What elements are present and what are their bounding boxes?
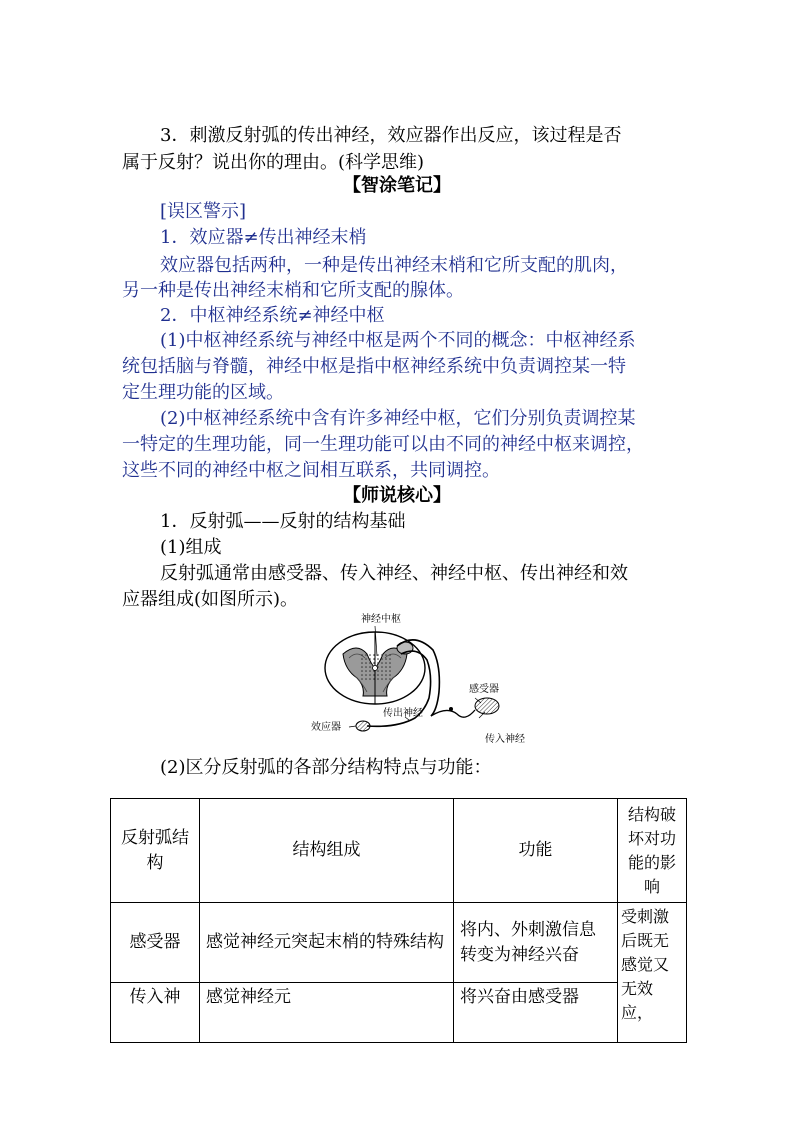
core-sub-1: (1)组成 bbox=[160, 537, 222, 558]
item2-p2-line-3: 这些不同的神经中枢之间相互联系，共同调控。 bbox=[122, 460, 500, 481]
warning-label: [误区警示] bbox=[160, 201, 247, 222]
cell-afferent-composition: 感觉神经元 bbox=[200, 983, 454, 1043]
label-nerve-center: 神经中枢 bbox=[361, 614, 401, 625]
question-line-2: 属于反射？说出你的理由。(科学思维) bbox=[122, 152, 425, 173]
core-text-line-2: 应器组成(如图所示)。 bbox=[122, 589, 299, 610]
cell-receptor-composition: 感觉神经元突起末梢的特殊结构 bbox=[200, 903, 454, 983]
header-composition: 结构组成 bbox=[200, 799, 454, 903]
cell-receptor-damage: 受刺激后既无感觉又无效应， bbox=[618, 903, 687, 1043]
item1-heading: 1．效应器≠传出神经末梢 bbox=[160, 227, 367, 248]
core-title: 【师说核心】 bbox=[343, 485, 451, 506]
core-sub-2: (2)区分反射弧的各部分结构特点与功能： bbox=[160, 757, 492, 778]
header-structure: 反射弧结构 bbox=[111, 799, 200, 903]
item1-line-2: 另一种是传出神经末梢和它所支配的腺体。 bbox=[122, 280, 464, 301]
reflex-arc-diagram bbox=[305, 606, 535, 746]
question-line-1: 3．刺激反射弧的传出神经，效应器作出反应，该过程是否 bbox=[160, 125, 622, 146]
item1-line-1: 效应器包括两种，一种是传出神经末梢和它所支配的肌肉， bbox=[160, 255, 628, 276]
item2-p1-line-1: (1)中枢神经系统与神经中枢是两个不同的概念：中枢神经系 bbox=[160, 330, 636, 351]
item2-p2-line-2: 一特定的生理功能，同一生理功能可以由不同的神经中枢来调控， bbox=[122, 434, 644, 455]
notes-title: 【智涂笔记】 bbox=[343, 175, 451, 196]
core-text-line-1: 反射弧通常由感受器、传入神经、神经中枢、传出神经和效 bbox=[160, 563, 628, 584]
label-effector: 效应器 bbox=[311, 722, 341, 733]
item2-p1-line-3: 定生理功能的区域。 bbox=[122, 382, 284, 403]
cell-afferent: 传入神 bbox=[111, 983, 200, 1043]
cell-receptor: 感受器 bbox=[111, 903, 200, 983]
item2-p1-line-2: 统包括脑与脊髓，神经中枢是指中枢神经系统中负责调控某一特 bbox=[122, 356, 626, 377]
effector-shape bbox=[356, 721, 370, 731]
core-heading: 1．反射弧——反射的结构基础 bbox=[160, 511, 406, 532]
table-header-row bbox=[111, 799, 687, 903]
item2-p2-line-1: (2)中枢神经系统中含有许多神经中枢，它们分别负责调控某 bbox=[160, 408, 636, 429]
table-row bbox=[111, 983, 687, 1043]
label-efferent-nerve: 传出神经 bbox=[383, 708, 423, 719]
cell-receptor-function: 将内、外刺激信息转变为神经兴奋 bbox=[454, 903, 618, 983]
cell-afferent-function: 将兴奋由感受器 bbox=[454, 983, 618, 1043]
receptor-shape bbox=[475, 698, 499, 714]
label-afferent-nerve: 传入神经 bbox=[485, 734, 525, 745]
item2-heading: 2．中枢神经系统≠神经中枢 bbox=[160, 305, 385, 326]
header-damage-effect: 结构破坏对功能的影响 bbox=[618, 799, 687, 903]
header-function: 功能 bbox=[454, 799, 618, 903]
reflex-arc-table bbox=[110, 798, 687, 1043]
table-wrapper bbox=[108, 796, 690, 1022]
table-row bbox=[111, 903, 687, 983]
label-receptor: 感受器 bbox=[469, 684, 499, 695]
